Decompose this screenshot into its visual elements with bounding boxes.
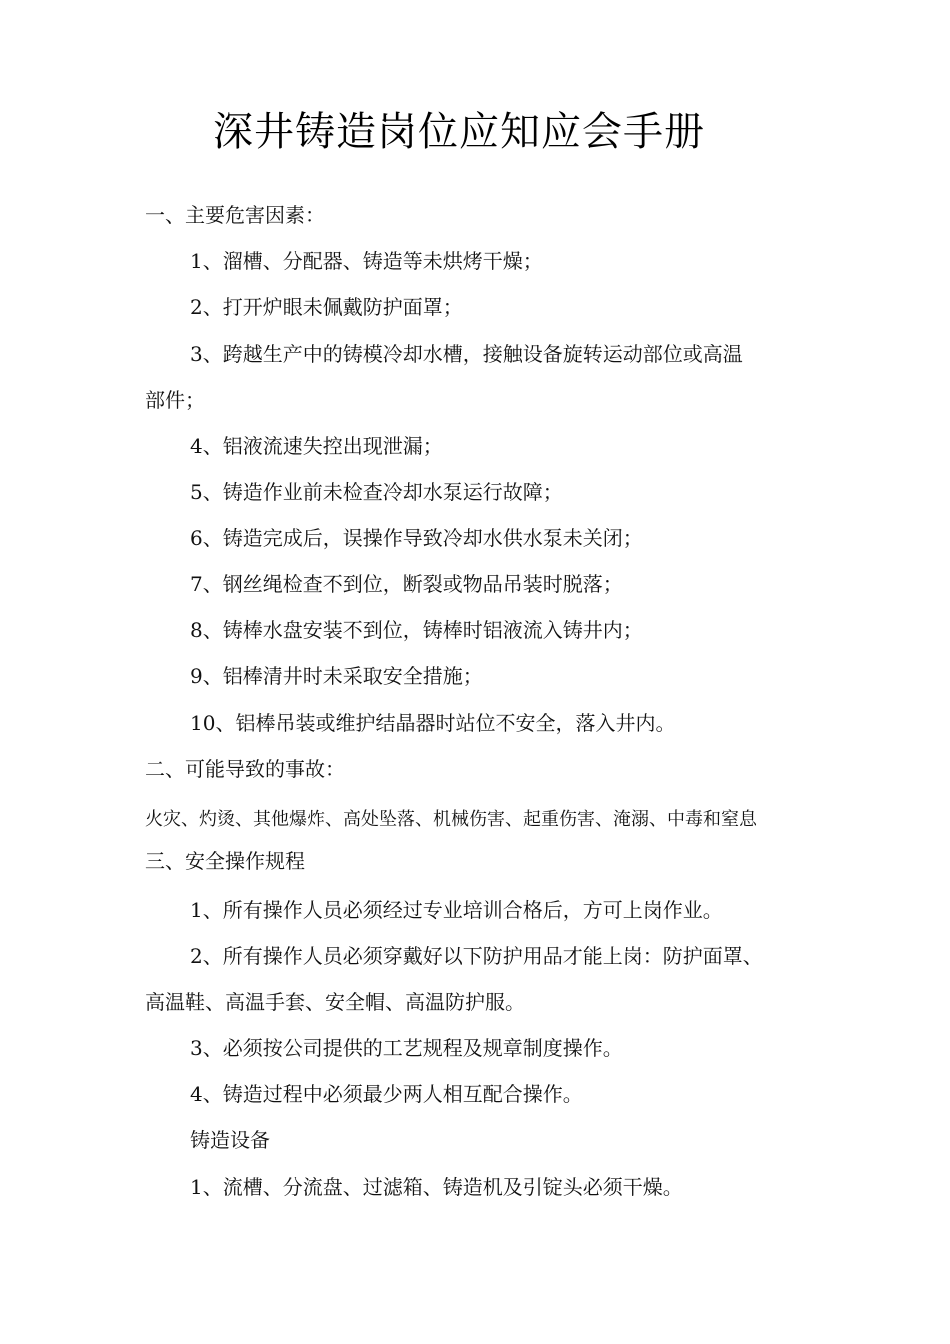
equipment-item-1: 1、流槽、分流盘、过滤箱、铸造机及引锭头必须干燥。 [190, 1175, 683, 1199]
procedure-item-3: 3、必须按公司提供的工艺规程及规章制度操作。 [190, 1036, 623, 1060]
hazard-item-10: 10、铝棒吊装或维护结晶器时站位不安全，落入井内。 [190, 711, 676, 735]
section-heading-hazards: 一、主要危害因素： [145, 203, 325, 227]
document-title: 深井铸造岗位应知应会手册 [213, 109, 705, 155]
procedure-item-2-line-2: 高温鞋、高温手套、安全帽、高温防护服。 [145, 990, 525, 1014]
hazard-item-2: 2、打开炉眼未佩戴防护面罩； [190, 295, 463, 319]
procedure-item-4: 4、铸造过程中必须最少两人相互配合操作。 [190, 1082, 583, 1106]
hazard-item-8: 8、铸棒水盘安装不到位，铸棒时铝液流入铸井内； [190, 618, 643, 642]
hazard-item-3-line-1: 3、跨越生产中的铸模冷却水槽，接触设备旋转运动部位或高温 [190, 342, 743, 366]
hazard-item-3-line-2: 部件； [145, 388, 205, 412]
hazard-item-1: 1、溜槽、分配器、铸造等未烘烤干燥； [190, 249, 543, 273]
subheading-casting-equipment: 铸造设备 [190, 1128, 270, 1152]
hazard-item-7: 7、钢丝绳检查不到位，断裂或物品吊装时脱落； [190, 572, 623, 596]
hazard-item-6: 6、铸造完成后，误操作导致冷却水供水泵未关闭； [190, 526, 643, 550]
procedure-item-2-line-1: 2、所有操作人员必须穿戴好以下防护用品才能上岗：防护面罩、 [190, 944, 763, 968]
procedure-item-1: 1、所有操作人员必须经过专业培训合格后，方可上岗作业。 [190, 898, 723, 922]
hazard-item-4: 4、铝液流速失控出现泄漏； [190, 434, 443, 458]
hazard-item-5: 5、铸造作业前未检查冷却水泵运行故障； [190, 480, 563, 504]
section-heading-procedures: 三、安全操作规程 [145, 849, 305, 873]
hazard-item-9: 9、铝棒清井时未采取安全措施； [190, 664, 483, 688]
section-heading-accidents: 二、可能导致的事故： [145, 757, 345, 781]
accident-types: 火灾、灼烫、其他爆炸、高处坠落、机械伤害、起重伤害、淹溺、中毒和窒息 [145, 809, 757, 830]
